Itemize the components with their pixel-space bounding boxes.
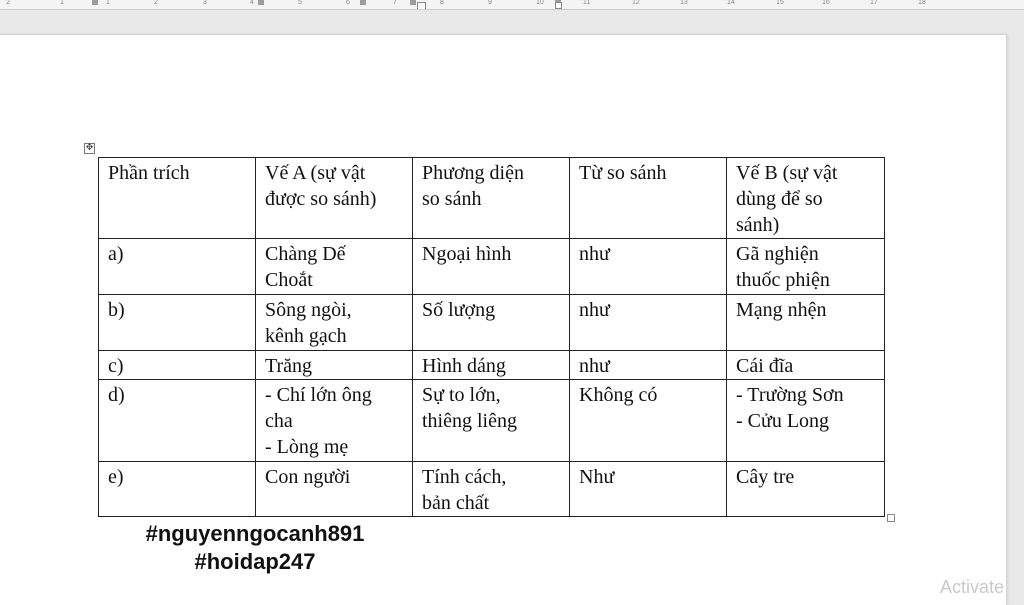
table-cell[interactable] bbox=[413, 380, 570, 462]
table-move-handle-icon[interactable]: ✥ bbox=[85, 143, 94, 153]
cell-text-line: Gã nghiện bbox=[736, 243, 819, 265]
ruler-marker bbox=[360, 0, 366, 5]
table-cell[interactable] bbox=[256, 158, 413, 239]
cell-text-line: Cái đĩa bbox=[736, 355, 794, 377]
comparison-table bbox=[98, 157, 885, 517]
ruler-number: 14 bbox=[727, 0, 735, 6]
ruler-number: 5 bbox=[298, 0, 302, 6]
table-cell[interactable] bbox=[727, 295, 885, 351]
table-row bbox=[99, 239, 885, 295]
cell-text-line: dùng để so bbox=[736, 188, 823, 210]
table-cell[interactable] bbox=[570, 351, 727, 380]
table-cell[interactable] bbox=[727, 239, 885, 295]
cell-text-line: - Cửu Long bbox=[736, 410, 830, 432]
hashtag-site: #hoidap247 bbox=[194, 549, 316, 574]
ruler-number: 7 bbox=[393, 0, 397, 6]
cell-text-line: Vế A (sự vật bbox=[265, 162, 366, 184]
table-cell[interactable] bbox=[413, 158, 570, 239]
table-cell[interactable] bbox=[99, 158, 256, 239]
cell-text-line: sánh) bbox=[736, 214, 780, 236]
cell-text-line: a) bbox=[108, 243, 124, 265]
indent-marker-icon[interactable] bbox=[417, 2, 426, 10]
cell-text-line: kênh gạch bbox=[265, 325, 347, 347]
table-cell[interactable] bbox=[256, 351, 413, 380]
ruler-marker bbox=[258, 0, 264, 5]
table-cell[interactable] bbox=[413, 239, 570, 295]
table-cell[interactable] bbox=[570, 380, 727, 462]
cell-text-line: Choắt bbox=[265, 269, 313, 291]
ruler-marker bbox=[410, 0, 416, 5]
hashtag-author: #nguyenngocanh891 bbox=[145, 521, 365, 546]
table-cell[interactable] bbox=[570, 462, 727, 517]
cell-text-line: - Lòng mẹ bbox=[265, 436, 349, 458]
ruler-number: 18 bbox=[918, 0, 926, 6]
hashtag-block bbox=[0, 520, 510, 576]
table-row bbox=[99, 295, 885, 351]
table-cell[interactable] bbox=[413, 351, 570, 380]
table-cell[interactable] bbox=[256, 462, 413, 517]
cell-text-line: Vế B (sự vật bbox=[736, 162, 838, 184]
ruler-number: 2 bbox=[6, 0, 10, 6]
table-row bbox=[99, 351, 885, 380]
table-cell[interactable] bbox=[413, 462, 570, 517]
activate-windows-watermark: Activate bbox=[940, 577, 1005, 597]
cell-text-line: cha bbox=[265, 410, 293, 432]
cell-text-line: b) bbox=[108, 299, 125, 321]
table-cell[interactable] bbox=[99, 380, 256, 462]
cell-text-line: - Chí lớn ông bbox=[265, 384, 372, 406]
cell-text-line: được so sánh) bbox=[265, 188, 377, 210]
ruler-number: 12 bbox=[632, 0, 640, 6]
ruler-number: 9 bbox=[488, 0, 492, 6]
cell-text-line: như bbox=[579, 299, 610, 321]
table-cell[interactable] bbox=[570, 239, 727, 295]
cell-text-line: Từ so sánh bbox=[579, 162, 667, 184]
table-cell[interactable] bbox=[256, 380, 413, 462]
cell-text-line: Ngoại hình bbox=[422, 243, 512, 265]
table-cell[interactable] bbox=[570, 158, 727, 239]
cell-text-line: Cây tre bbox=[736, 466, 795, 488]
ruler-number: 8 bbox=[440, 0, 444, 6]
cell-text-line: Tính cách, bbox=[422, 466, 507, 488]
cell-text-line: Như bbox=[579, 466, 615, 488]
cell-text-line: thuốc phiện bbox=[736, 269, 830, 291]
cell-text-line: Sự to lớn, bbox=[422, 384, 501, 406]
cell-text-line: c) bbox=[108, 355, 124, 377]
ruler-number: 1 bbox=[60, 0, 64, 6]
table-row bbox=[99, 462, 885, 517]
ruler-number: 10 bbox=[536, 0, 544, 6]
table-row bbox=[99, 380, 885, 462]
ruler-number: 1 bbox=[106, 0, 110, 6]
cell-text-line: Hình dáng bbox=[422, 355, 506, 377]
table-cell[interactable] bbox=[99, 462, 256, 517]
cell-text-line: Phần trích bbox=[108, 162, 190, 184]
cell-text-line: thiêng liêng bbox=[422, 410, 517, 432]
ruler-number: 16 bbox=[822, 0, 830, 6]
cell-text-line: bản chất bbox=[422, 492, 490, 514]
cell-text-line: Trăng bbox=[265, 355, 313, 377]
cell-text-line: Phương diện bbox=[422, 162, 524, 184]
cell-text-line: Số lượng bbox=[422, 299, 496, 321]
table-cell[interactable] bbox=[727, 462, 885, 517]
ruler-marker bbox=[92, 0, 98, 5]
table-cell[interactable] bbox=[727, 158, 885, 239]
ruler-number: 17 bbox=[870, 0, 878, 6]
table-header-row bbox=[99, 158, 885, 239]
table-cell[interactable] bbox=[570, 295, 727, 351]
ruler-number: 2 bbox=[154, 0, 158, 6]
cell-text-line: e) bbox=[108, 466, 124, 488]
table-cell[interactable] bbox=[99, 295, 256, 351]
cell-text-line: Mạng nhện bbox=[736, 299, 827, 321]
cell-text-line: - Trường Sơn bbox=[736, 384, 844, 406]
table-cell[interactable] bbox=[256, 295, 413, 351]
cell-text-line: Không có bbox=[579, 384, 658, 406]
ruler-number: 4 bbox=[250, 0, 254, 6]
cell-text-line: so sánh bbox=[422, 188, 482, 210]
table-cell[interactable] bbox=[727, 380, 885, 462]
cell-text-line: như bbox=[579, 355, 610, 377]
table-cell[interactable] bbox=[99, 351, 256, 380]
cell-text-line: d) bbox=[108, 384, 125, 406]
table-cell[interactable] bbox=[99, 239, 256, 295]
ruler-number: 13 bbox=[680, 0, 688, 6]
ruler-number: 11 bbox=[583, 0, 591, 6]
ruler-number: 3 bbox=[203, 0, 207, 6]
cell-text-line: như bbox=[579, 243, 610, 265]
table-resize-handle-icon[interactable] bbox=[887, 514, 895, 522]
table-cell[interactable] bbox=[256, 239, 413, 295]
cell-text-line: Con người bbox=[265, 466, 351, 488]
table-cell[interactable] bbox=[727, 351, 885, 380]
cell-text-line: Chàng Dế bbox=[265, 243, 346, 265]
horizontal-ruler[interactable] bbox=[0, 0, 1024, 10]
table-cell[interactable] bbox=[413, 295, 570, 351]
cell-text-line: Sông ngòi, bbox=[265, 299, 352, 321]
tab-stop-icon[interactable] bbox=[555, 2, 562, 9]
ruler-number: 6 bbox=[346, 0, 350, 6]
ruler-number: 15 bbox=[776, 0, 784, 6]
